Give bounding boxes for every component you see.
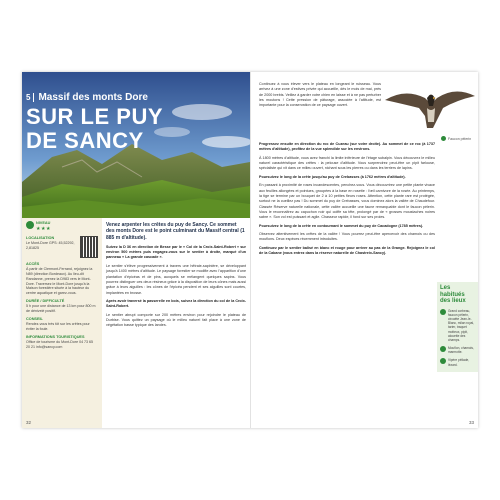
conseil-text: Rendez-vous très tôt sur les crêtes pour éviter la foule. — [26, 322, 90, 331]
reptile-icon — [440, 358, 446, 364]
niveau-row — [26, 221, 98, 233]
info-sidebar — [22, 218, 102, 428]
bird-icon — [440, 309, 446, 315]
habitues-item — [440, 358, 476, 366]
lead-paragraph: Venez arpenter les crêtes du puy de Sancy. Ce sommet des monts Dore est le point culminant du Massif central (1 885 m d'altitude). — [106, 222, 245, 241]
right-page — [250, 72, 478, 428]
mammal-icon — [440, 346, 446, 352]
section-heading: Progressez ensuite en direction du roc de Cuzeau (sur votre droite). Au sommet de ce roc (à 1737 mètres d'altitude), profitez de la vue splendide sur les environs. — [259, 142, 435, 152]
infos-label: INFORMATIONS TOURISTIQUES — [26, 334, 85, 339]
section-text: À 1800 mètres d'altitude, vous avez franchi la limite inférieure de l'étage subalpin. Vous découvrez le milieu naturel caractéristique des crêtes : la pelouse d'altitude. Vous surprendrez peut-être un pipit farlouse, spécialiste qui vit dans ce milieu ouvert, nichant sous les pierres ou dans les terriers de lapins. — [259, 155, 435, 171]
chapter-name: Massif des monts Dore — [38, 92, 148, 103]
body-paragraph: Le sentier abrupt comporte sur 200 mètres environ pour rejoindre le plateau de Durbise. Vous quittez un paysage où le milieu naturel fait place à une zone de végétation basse typique des landes. — [106, 312, 246, 328]
localisation-text: Le Mont-Dore GPS: 45,52292, 2,81825 — [26, 241, 75, 250]
chapter-number: 5 — [26, 93, 34, 102]
section-text: Observez attentivement les crêtes de la vallée ! Vous pourrez peut-être apercevoir des chamois ou des mouflons. Deux espèces récemment introduites. — [259, 232, 435, 242]
right-body-text — [259, 142, 435, 259]
falcon-caption-text: Faucon pèlerin — [448, 136, 472, 141]
habitues-title: Les habitués des lieux — [440, 285, 466, 305]
localisation-block — [26, 236, 98, 258]
section-heading: Continuez par le sentier balisé en blanc et rouge pour arriver au pas de la Grange. Rejoignez le col de la Cabane (vous entrez dans la réserve naturelle de Chastreix-Sancy). — [259, 245, 435, 256]
difficulty-stars: ★★★ — [36, 226, 51, 233]
page-title-line2: DE SANCY — [26, 128, 144, 153]
body-paragraph: Le sentier s'élève progressivement à travers une hêtraie-sapinière, se développant jusqu'à 1400 mètres d'altitude. Le paysage forestier se modifie avec l'apparition d'une plantation d'épicéas et de pins, auxquels se mélangent quelques sapins. Vous pourrez distinguer ces deux résineux grâce à la disposition de leurs cônes mais aussi grâce à leurs aiguilles : les cônes de l'épicéa pendent et ses aiguilles sont courtes, implantées en brosse. — [106, 263, 246, 295]
hero-photo — [22, 72, 250, 218]
conseil-label: CONSEIL — [26, 316, 43, 321]
falcon-image — [381, 78, 477, 136]
localisation-label: LOCALISATION — [26, 235, 55, 240]
chapter-heading — [26, 92, 148, 103]
acces-label: ACCÈS — [26, 261, 40, 266]
section-heading: Poursuivez le long de la crête en contournant le sommet du puy de Cacadogne (1785 mètres). — [259, 223, 424, 228]
left-body-text — [106, 222, 246, 332]
right-intro-text — [259, 82, 381, 112]
section-text: En passant à proximité de roses incandescentes, penchez-vous. Vous découvrirez une petite plante vivace aux feuilles allongées et pointues, groupées à la base en rosette : l'œil carnivore de la rosée. Au printemps, la tige se termine par un bouquet de 2 à 10 petites fleurs roses. Attention, cette plante rare est protégée, surtout ne la cueillez pas ! Du sommet du puy de Crebasses, vous dominez alors la vallée de Chaudefour. Classée Réserve naturelle nationale, cette vallée accueille une faune remarquable dont le faucon pèlerin. Vous le reconnaîtrez au capuchon noir qui coiffe sa tête, prolongé par de « grosses moustaches noires sabre ». Son vol est puissant et agile. Chasseur rapide, il fond sur ses proies. — [259, 183, 435, 220]
page-title-line1: SUR LE PUY — [26, 104, 164, 129]
falcon-caption — [441, 136, 471, 141]
habitues-item — [440, 346, 476, 354]
infos-text: Office de tourisme du Mont-Dore 04 73 65 20 21 info@sancy.com — [26, 339, 94, 349]
body-paragraph: Suivez la D 36 en direction de Besse par le « Col de la Croix-Saint-Robert » sur environ 500 mètres puis engagez-vous sur le sentier à droite, marqué d'un panneau « La grande cascade ». — [106, 244, 246, 260]
left-page — [22, 72, 250, 428]
boot-icon — [26, 221, 34, 229]
habitues-box — [437, 282, 478, 372]
duree-label: DURÉE / DIFFICULTÉ — [26, 299, 65, 304]
duree-text: 5 h pour une distance de 13 km pour 800 m de dénivelé positif. — [26, 304, 96, 314]
qr-code-icon[interactable] — [80, 236, 98, 258]
page-number: 32 — [26, 420, 32, 425]
habitues-item-text: Mouflon, chamois, marmotte. — [448, 346, 474, 355]
caption-dot-icon — [441, 136, 446, 141]
section-heading: Poursuivez le long de la crête jusqu'au puy de Crebasses (à 1762 mètres d'altitude). — [259, 174, 406, 179]
habitues-item-text: Vipère péliade, lézard. — [448, 358, 470, 367]
page-number: 33 — [468, 420, 474, 425]
intro-paragraph: Continuez à vous élever vers le plateau en longeant le ruisseau. Vous arrivez à une zone d'estives privée qui accueille, dès le mois de mai, près de 2000 brebis. Veillez à garder votre chien en laisse et à ne pas perturber les moutons ! Cette pression de pâturage, associée à l'altitude, est importante pour la conservation de ce paysage ouvert. — [259, 82, 381, 108]
habitues-item — [440, 309, 476, 342]
body-paragraph: Après avoir traversé la passerelle en bois, suivez la direction du col de la Croix-Saint-Robert. — [106, 298, 246, 309]
book-spread — [22, 72, 478, 428]
niveau-label: NIVEAU — [36, 221, 51, 225]
habitues-item-text: Grand corbeau, faucon pèlerin, circaète Jean-le-Blanc, milan royal, tarier, traquet motteux, pipit, alouette des champs. — [448, 308, 475, 342]
acces-text: À partir de Clermont-Ferrand, rejoignez la N89 (direction Bordeaux). Au lieu-dit Randanne, prenez la D983 vers le Mont-Dore. Traversez le Mont-Dore jusqu'à la Maison forestière située à la hauteur du centre aquatique et garez-vous. — [26, 267, 93, 296]
